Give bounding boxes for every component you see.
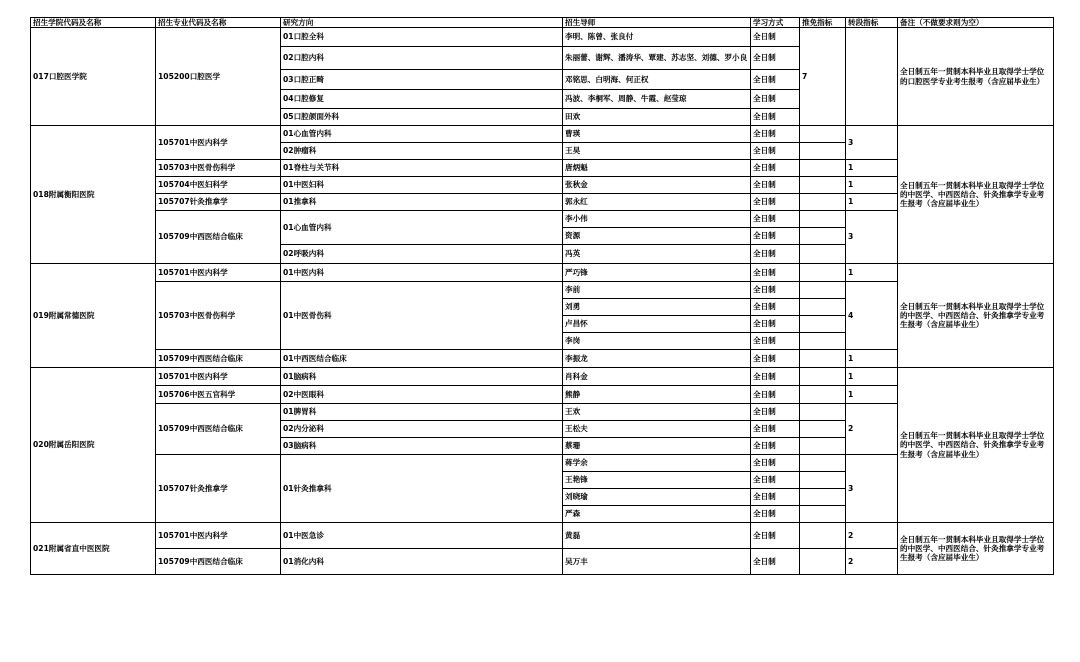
recommend-quota-cell [800, 350, 846, 368]
tutor-cell: 黄磊 [563, 523, 751, 549]
direction-cell: 01中医内科 [281, 264, 563, 282]
tutor-cell: 李振龙 [563, 350, 751, 368]
study-mode-cell: 全日制 [751, 438, 800, 455]
header-recommend-quota: 推免指标 [800, 18, 846, 28]
transfer-quota-cell: 3 [846, 455, 898, 523]
transfer-quota-cell [846, 28, 898, 126]
study-mode-cell: 全日制 [751, 245, 800, 264]
tutor-cell: 李小伟 [563, 211, 751, 228]
tutor-cell: 卢昌怀 [563, 316, 751, 333]
tutor-cell: 唐炳魁 [563, 160, 751, 177]
recommend-quota-cell [800, 264, 846, 282]
recommend-quota-cell [800, 177, 846, 194]
recommend-quota-cell [800, 421, 846, 438]
college-name-cell: 020附属岳阳医院 [31, 368, 156, 523]
recommend-quota-cell [800, 489, 846, 506]
header-transfer-quota: 转段指标 [846, 18, 898, 28]
direction-cell: 01针灸推拿科 [281, 455, 563, 523]
transfer-quota-cell: 2 [846, 549, 898, 575]
major-name-cell: 105200口腔医学 [156, 28, 281, 126]
direction-cell: 01中西医结合临床 [281, 350, 563, 368]
header-direction: 研究方向 [281, 18, 563, 28]
study-mode-cell: 全日制 [751, 549, 800, 575]
study-mode-cell: 全日制 [751, 404, 800, 421]
direction-cell: 01口腔全科 [281, 28, 563, 47]
tutor-cell: 曹瑛 [563, 126, 751, 143]
tutor-cell: 李前 [563, 282, 751, 299]
direction-cell: 03脑病科 [281, 438, 563, 455]
direction-cell: 01推拿科 [281, 194, 563, 211]
recommend-quota-cell [800, 194, 846, 211]
transfer-quota-cell: 1 [846, 264, 898, 282]
major-name-cell: 105706中医五官科学 [156, 386, 281, 404]
direction-cell: 01消化内科 [281, 549, 563, 575]
major-name-cell: 105709中西医结合临床 [156, 350, 281, 368]
remark-cell: 全日制五年一贯制本科毕业且取得学士学位的口腔医学专业考生报考（含应届毕业生） [898, 28, 1054, 126]
major-name-cell: 105701中医内科学 [156, 523, 281, 549]
major-name-cell: 105704中医妇科学 [156, 177, 281, 194]
header-tutor: 招生导师 [563, 18, 751, 28]
table-row [31, 28, 1054, 47]
tutor-cell: 熊静 [563, 386, 751, 404]
transfer-quota-cell: 3 [846, 126, 898, 160]
major-name-cell: 105701中医内科学 [156, 368, 281, 386]
admission-sheet [30, 17, 1054, 575]
study-mode-cell: 全日制 [751, 70, 800, 90]
direction-cell: 01心血管内科 [281, 126, 563, 143]
study-mode-cell: 全日制 [751, 90, 800, 109]
admissions-table [30, 17, 1054, 575]
remark-cell: 全日制五年一贯制本科毕业且取得学士学位的中医学、中西医结合、针灸推拿学专业考生报考（含应届毕业生） [898, 126, 1054, 264]
recommend-quota-cell [800, 228, 846, 245]
transfer-quota-cell: 3 [846, 211, 898, 264]
study-mode-cell: 全日制 [751, 421, 800, 438]
tutor-cell: 王松夫 [563, 421, 751, 438]
major-name-cell: 105701中医内科学 [156, 126, 281, 160]
major-name-cell: 105709中西医结合临床 [156, 404, 281, 455]
transfer-quota-cell: 1 [846, 194, 898, 211]
tutor-cell: 资源 [563, 228, 751, 245]
table-body [31, 28, 1054, 575]
header-remark: 备注（不做要求则为空） [898, 18, 1054, 28]
direction-cell: 02呼吸内科 [281, 245, 563, 264]
recommend-quota-cell [800, 368, 846, 386]
study-mode-cell: 全日制 [751, 333, 800, 350]
recommend-quota-cell: 7 [800, 28, 846, 126]
tutor-cell: 严巧锋 [563, 264, 751, 282]
study-mode-cell: 全日制 [751, 506, 800, 523]
direction-cell: 04口腔修复 [281, 90, 563, 109]
tutor-cell: 蔡珊 [563, 438, 751, 455]
recommend-quota-cell [800, 472, 846, 489]
header-study-mode: 学习方式 [751, 18, 800, 28]
direction-cell: 01心血管内科 [281, 211, 563, 245]
remark-cell: 全日制五年一贯制本科毕业且取得学士学位的中医学、中西医结合、针灸推拿学专业考生报考（含应届毕业生） [898, 523, 1054, 575]
tutor-cell: 田欢 [563, 109, 751, 126]
study-mode-cell: 全日制 [751, 316, 800, 333]
recommend-quota-cell [800, 549, 846, 575]
study-mode-cell: 全日制 [751, 299, 800, 316]
study-mode-cell: 全日制 [751, 489, 800, 506]
college-name-cell: 017口腔医学院 [31, 28, 156, 126]
recommend-quota-cell [800, 523, 846, 549]
study-mode-cell: 全日制 [751, 228, 800, 245]
recommend-quota-cell [800, 333, 846, 350]
direction-cell: 01脾胃科 [281, 404, 563, 421]
table-row [31, 264, 1054, 282]
college-name-cell: 018附属衡阳医院 [31, 126, 156, 264]
transfer-quota-cell: 1 [846, 386, 898, 404]
tutor-cell: 肖科金 [563, 368, 751, 386]
study-mode-cell: 全日制 [751, 523, 800, 549]
direction-cell: 05口腔颌面外科 [281, 109, 563, 126]
transfer-quota-cell: 2 [846, 523, 898, 549]
study-mode-cell: 全日制 [751, 264, 800, 282]
study-mode-cell: 全日制 [751, 28, 800, 47]
recommend-quota-cell [800, 211, 846, 228]
transfer-quota-cell: 1 [846, 160, 898, 177]
direction-cell: 02肿瘤科 [281, 143, 563, 160]
study-mode-cell: 全日制 [751, 472, 800, 489]
recommend-quota-cell [800, 438, 846, 455]
direction-cell: 01脑病科 [281, 368, 563, 386]
study-mode-cell: 全日制 [751, 386, 800, 404]
study-mode-cell: 全日制 [751, 47, 800, 70]
header-major: 招生专业代码及名称 [156, 18, 281, 28]
direction-cell: 01中医妇科 [281, 177, 563, 194]
tutor-cell: 郭永红 [563, 194, 751, 211]
major-name-cell: 105703中医骨伤科学 [156, 282, 281, 350]
recommend-quota-cell [800, 455, 846, 472]
recommend-quota-cell [800, 299, 846, 316]
tutor-cell: 刘勇 [563, 299, 751, 316]
transfer-quota-cell: 1 [846, 177, 898, 194]
recommend-quota-cell [800, 316, 846, 333]
remark-cell: 全日制五年一贯制本科毕业且取得学士学位的中医学、中西医结合、针灸推拿学专业考生报考（含应届毕业生） [898, 368, 1054, 523]
transfer-quota-cell: 2 [846, 404, 898, 455]
direction-cell: 02中医眼科 [281, 386, 563, 404]
tutor-cell: 李明、陈曾、张良付 [563, 28, 751, 47]
major-name-cell: 105709中西医结合临床 [156, 549, 281, 575]
transfer-quota-cell: 1 [846, 350, 898, 368]
study-mode-cell: 全日制 [751, 211, 800, 228]
recommend-quota-cell [800, 245, 846, 264]
major-name-cell: 105703中医骨伤科学 [156, 160, 281, 177]
recommend-quota-cell [800, 126, 846, 143]
tutor-cell: 张秋金 [563, 177, 751, 194]
remark-cell: 全日制五年一贯制本科毕业且取得学士学位的中医学、中西医结合、针灸推拿学专业考生报考（含应届毕业生） [898, 264, 1054, 368]
direction-cell: 02口腔内科 [281, 47, 563, 70]
major-name-cell: 105707针灸推拿学 [156, 194, 281, 211]
transfer-quota-cell: 1 [846, 368, 898, 386]
recommend-quota-cell [800, 386, 846, 404]
tutor-cell: 王艳锋 [563, 472, 751, 489]
table-row [31, 523, 1054, 549]
tutor-cell: 李岗 [563, 333, 751, 350]
tutor-cell: 王欢 [563, 404, 751, 421]
tutor-cell: 吴万丰 [563, 549, 751, 575]
recommend-quota-cell [800, 404, 846, 421]
tutor-cell: 严森 [563, 506, 751, 523]
direction-cell: 02内分泌科 [281, 421, 563, 438]
study-mode-cell: 全日制 [751, 126, 800, 143]
direction-cell: 01中医急诊 [281, 523, 563, 549]
study-mode-cell: 全日制 [751, 160, 800, 177]
tutor-cell: 蒋学余 [563, 455, 751, 472]
header-row [31, 18, 1054, 28]
transfer-quota-cell: 4 [846, 282, 898, 350]
major-name-cell: 105709中西医结合临床 [156, 211, 281, 264]
table-row [31, 368, 1054, 386]
study-mode-cell: 全日制 [751, 368, 800, 386]
recommend-quota-cell [800, 506, 846, 523]
college-name-cell: 019附属常德医院 [31, 264, 156, 368]
major-name-cell: 105701中医内科学 [156, 264, 281, 282]
direction-cell: 01中医骨伤科 [281, 282, 563, 350]
study-mode-cell: 全日制 [751, 455, 800, 472]
direction-cell: 03口腔正畸 [281, 70, 563, 90]
study-mode-cell: 全日制 [751, 143, 800, 160]
recommend-quota-cell [800, 143, 846, 160]
tutor-cell: 冯英 [563, 245, 751, 264]
study-mode-cell: 全日制 [751, 282, 800, 299]
recommend-quota-cell [800, 160, 846, 177]
tutor-cell: 刘晓瑜 [563, 489, 751, 506]
tutor-cell: 邓铭思、白明海、何正权 [563, 70, 751, 90]
college-name-cell: 021附属省直中医医院 [31, 523, 156, 575]
recommend-quota-cell [800, 282, 846, 299]
major-name-cell: 105707针灸推拿学 [156, 455, 281, 523]
tutor-cell: 王昊 [563, 143, 751, 160]
study-mode-cell: 全日制 [751, 194, 800, 211]
direction-cell: 01脊柱与关节科 [281, 160, 563, 177]
study-mode-cell: 全日制 [751, 177, 800, 194]
study-mode-cell: 全日制 [751, 350, 800, 368]
table-row [31, 126, 1054, 143]
tutor-cell: 朱丽蕾、谢辉、潘涛华、覃建、苏志坚、刘德、罗小良 [563, 47, 751, 70]
header-college: 招生学院代码及名称 [31, 18, 156, 28]
study-mode-cell: 全日制 [751, 109, 800, 126]
tutor-cell: 冯波、李桐军、周静、牛霞、赵莹琼 [563, 90, 751, 109]
